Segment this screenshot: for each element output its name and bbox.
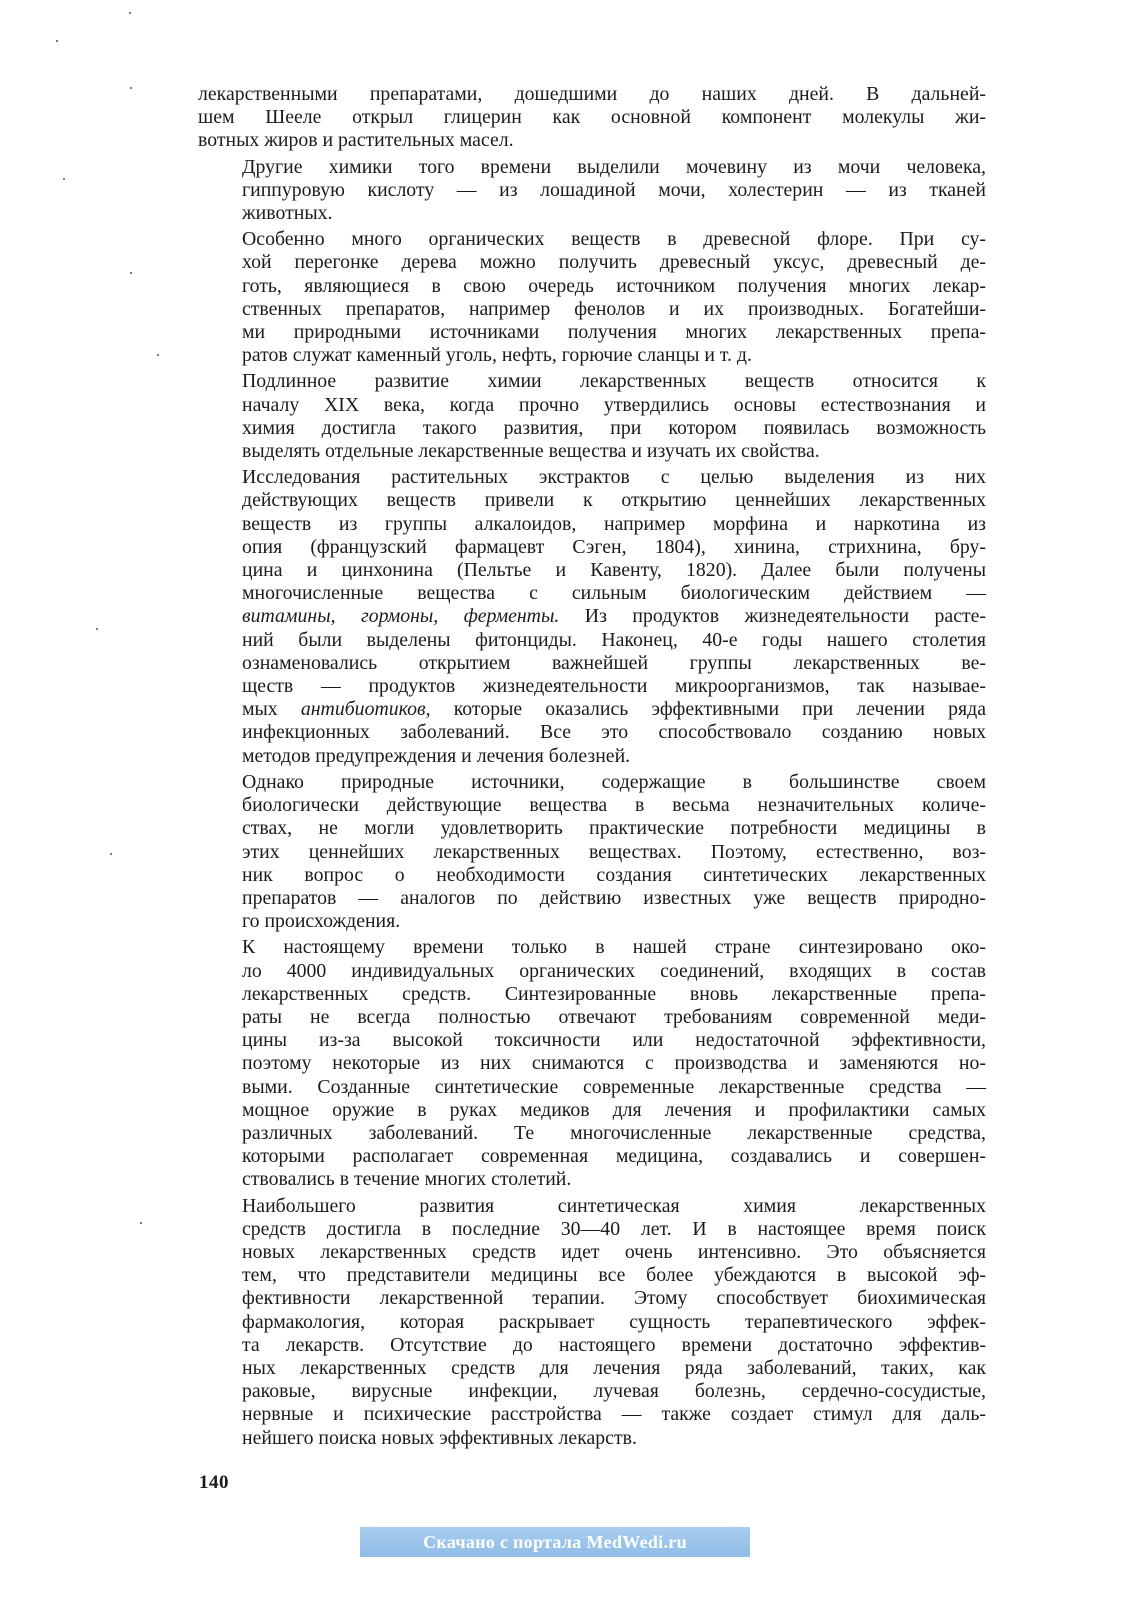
- text-line: началу XIX века, когда прочно утвердились основы естествознания и: [242, 393, 986, 416]
- text-line: различных заболеваний. Те многочисленные лекарственные средства,: [242, 1121, 986, 1144]
- text-line: ло 4000 индивидуальных органических соединений, входящих в состав: [242, 959, 986, 982]
- text-line: ратов служат каменный уголь, нефть, горючие сланцы и т. д.: [242, 344, 752, 367]
- text-line: готь, являющиеся в свою очередь источником получения многих лекар-: [242, 274, 986, 297]
- text-line: биологически действующие вещества в весьма незначительных количе-: [242, 794, 986, 817]
- text-line: К настоящему времени только в нашей стране синтезировано око-: [242, 936, 986, 959]
- text-line: ществ — продуктов жизнедеятельности микроорганизмов, так называе-: [242, 675, 986, 698]
- text-line: лекарственных средств. Синтезированные вновь лекарственные препа-: [242, 982, 986, 1005]
- text-line: ственных препаратов, например фенолов и их производных. Богатейши-: [242, 297, 986, 320]
- text-line: го происхождения.: [242, 910, 401, 933]
- text-line: та лекарств. Отсутствие до настоящего времени достаточно эффектив-: [242, 1333, 986, 1356]
- paragraph: [198, 771, 986, 933]
- text-line: животных.: [242, 202, 333, 225]
- scan-speck: [130, 272, 132, 274]
- page-number: 140: [199, 1472, 229, 1493]
- italic-term: витамины, гормоны, ферменты.: [242, 605, 560, 628]
- text-line: шем Шееле открыл глицерин как основной компонент молекулы жи-: [198, 106, 986, 129]
- text-line: хой перегонке дерева можно получить древесный уксус, древесный де-: [242, 251, 986, 274]
- text-line: мых антибиотиков, которые оказались эффективными при лечении ряда: [242, 698, 986, 721]
- text-line: Однако природные источники, содержащие в большинстве своем: [242, 770, 986, 793]
- paragraph: [198, 1195, 986, 1450]
- text-line: ных лекарственных средств для лечения ряда заболеваний, таких, как: [242, 1356, 986, 1379]
- text-line: методов предупреждения и лечения болезней.: [242, 744, 631, 767]
- text-line: раковые, вирусные инфекции, лучевая болезнь, сердечно-сосудистые,: [242, 1380, 986, 1403]
- paragraph: [198, 466, 986, 768]
- scan-speck: [130, 87, 132, 89]
- scan-speck: [56, 40, 58, 42]
- text-line: нервные и психические расстройства — также создает стимул для даль-: [242, 1403, 986, 1426]
- text-line: Подлинное развитие химии лекарственных веществ относится к: [242, 370, 986, 393]
- scan-speck: [129, 12, 131, 14]
- text-line: ник вопрос о необходимости создания синтетических лекарственных: [242, 863, 986, 886]
- scan-speck: [110, 853, 112, 855]
- text-line: ми природными источниками получения многих лекарственных препа-: [242, 321, 986, 344]
- text-line: выми. Созданные синтетические современные лекарственные средства —: [242, 1075, 986, 1098]
- text-line: веществ из группы алкалоидов, например морфина и наркотина из: [242, 512, 986, 535]
- text-line: выделять отдельные лекарственные вещества и изучать их свойства.: [242, 440, 820, 463]
- scan-speck: [96, 628, 98, 630]
- text-line: химия достигла такого развития, при котором появилась возможность: [242, 416, 986, 439]
- text-line: этих ценнейших лекарственных веществах. Поэтому, естественно, воз-: [242, 840, 986, 863]
- paragraph: [198, 83, 986, 153]
- text-line: средств достигла в последние 30—40 лет. И в настоящее время поиск: [242, 1217, 986, 1240]
- text-line: фективности лекарственной терапии. Этому способствует биохимическая: [242, 1287, 986, 1310]
- text-line: раты не всегда полностью отвечают требованиям современной меди-: [242, 1005, 986, 1028]
- body-text: [198, 83, 986, 1450]
- text-line: ознаменовались открытием важнейшей группы лекарственных ве-: [242, 651, 986, 674]
- text-line: тем, что представители медицины все более убеждаются в высокой эф-: [242, 1264, 986, 1287]
- text-line: вотных жиров и растительных масел.: [198, 129, 514, 152]
- text-line: многочисленные вещества с сильным биологическим действием —: [242, 582, 986, 605]
- paragraph: [198, 156, 986, 226]
- text-line: цина и цинхонина (Пельтье и Кавенту, 1820). Далее были получены: [242, 559, 986, 582]
- text-line: гиппуровую кислоту — из лошадиной мочи, холестерин — из тканей: [242, 178, 986, 201]
- text-line: цины из-за высокой токсичности или недостаточной эффективности,: [242, 1029, 986, 1052]
- paragraph: [198, 370, 986, 463]
- text-line: витамины, гормоны, ферменты. Из продуктов жизнедеятельности расте-: [242, 605, 986, 628]
- scan-speck: [140, 1222, 142, 1224]
- text-line: ний были выделены фитонциды. Наконец, 40-е годы нашего столетия: [242, 628, 986, 651]
- text-line: мощное оружие в руках медиков для лечения и профилактики самых: [242, 1098, 986, 1121]
- text-line: поэтому некоторые из них снимаются с производства и заменяются но-: [242, 1052, 986, 1075]
- text-line: фармакология, которая раскрывает сущность терапевтического эффек-: [242, 1310, 986, 1333]
- italic-term: антибиотиков: [300, 698, 426, 721]
- scan-speck: [157, 354, 159, 356]
- paragraph: [198, 228, 986, 367]
- text-line: нейшего поиска новых эффективных лекарств.: [242, 1426, 637, 1449]
- text-line: новых лекарственных средств идет очень интенсивно. Это объясняется: [242, 1240, 986, 1263]
- text-line: инфекционных заболеваний. Все это способствовало созданию новых: [242, 721, 986, 744]
- text-line: препаратов — аналогов по действию известных уже веществ природно-: [242, 886, 986, 909]
- text-line: действующих веществ привели к открытию ценнейших лекарственных: [242, 489, 986, 512]
- scan-speck: [63, 178, 65, 180]
- text-line: Исследования растительных экстрактов с целью выделения из них: [242, 466, 986, 489]
- text-line: ствовались в течение многих столетий.: [242, 1168, 572, 1191]
- text-line: лекарственными препаратами, дошедшими до наших дней. В дальней-: [198, 83, 986, 105]
- text-line: ствах, не могли удовлетворить практические потребности медицины в: [242, 817, 986, 840]
- watermark-banner[interactable]: Скачано с портала MedWedi.ru: [360, 1527, 750, 1557]
- text-line: опия (французский фармацевт Сэген, 1804), хинина, стрихнина, бру-: [242, 535, 986, 558]
- text-line: Наибольшего развития синтетическая химия лекарственных: [242, 1194, 986, 1217]
- text-line: Особенно много органических веществ в древесной флоре. При су-: [242, 228, 986, 251]
- text-line: Другие химики того времени выделили мочевину из мочи человека,: [242, 155, 986, 178]
- text-line: которыми располагает современная медицина, создавались и совершен-: [242, 1145, 986, 1168]
- paragraph: [198, 936, 986, 1191]
